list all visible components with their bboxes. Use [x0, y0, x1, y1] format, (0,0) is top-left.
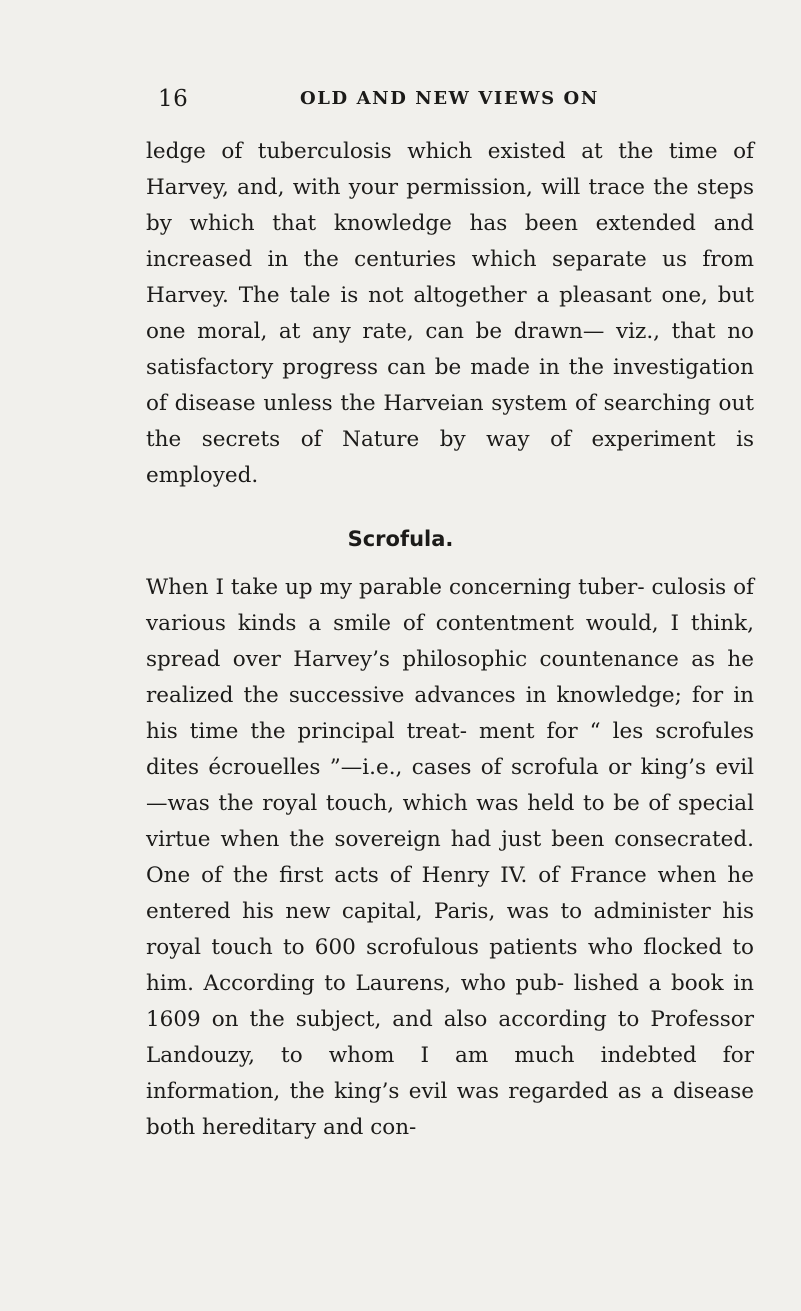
running-head	[0, 86, 801, 116]
paragraph-2: When I take up my parable concerning tuber- culosis of various kinds a smile of contentment would, I think, spread over Harvey’s philosophic countenance as he realized the successive advances in knowledge; for in his time the principal treat- ment for “ les scrofules dites écrouelles ”—i.e., cases of scrofula or king’s evil—was the royal touch, which was held to be of special virtue when the sovereign had just been consecrated. One of the first acts of Henry IV. of France when he entered his new capital, Paris, was to administer his royal touch to 600 scrofulous patients who flocked to him. According to Laurens, who pub- lished a book in 1609 on the subject, and also according to Professor Landouzy, to whom I am much indebted for information, the king’s evil was regarded as a disease both hereditary and con-	[146, 575, 754, 1140]
section-heading: Scrofula.	[347, 527, 454, 551]
page-number: 16	[158, 86, 189, 112]
running-title: OLD AND NEW VIEWS ON	[300, 88, 599, 109]
paragraph-1: ledge of tuberculosis which existed at the time of Harvey, and, with your permission, will trace the steps by which that knowledge has been extended and increased in the centuries which separate us from Harvey. The tale is not altogether a pleasant one, but one moral, at any rate, can be drawn— viz., that no satisfactory progress can be made in the investigation of disease unless the Harveian system of searching out the secrets of Nature by way of experiment is employed.	[146, 139, 754, 488]
